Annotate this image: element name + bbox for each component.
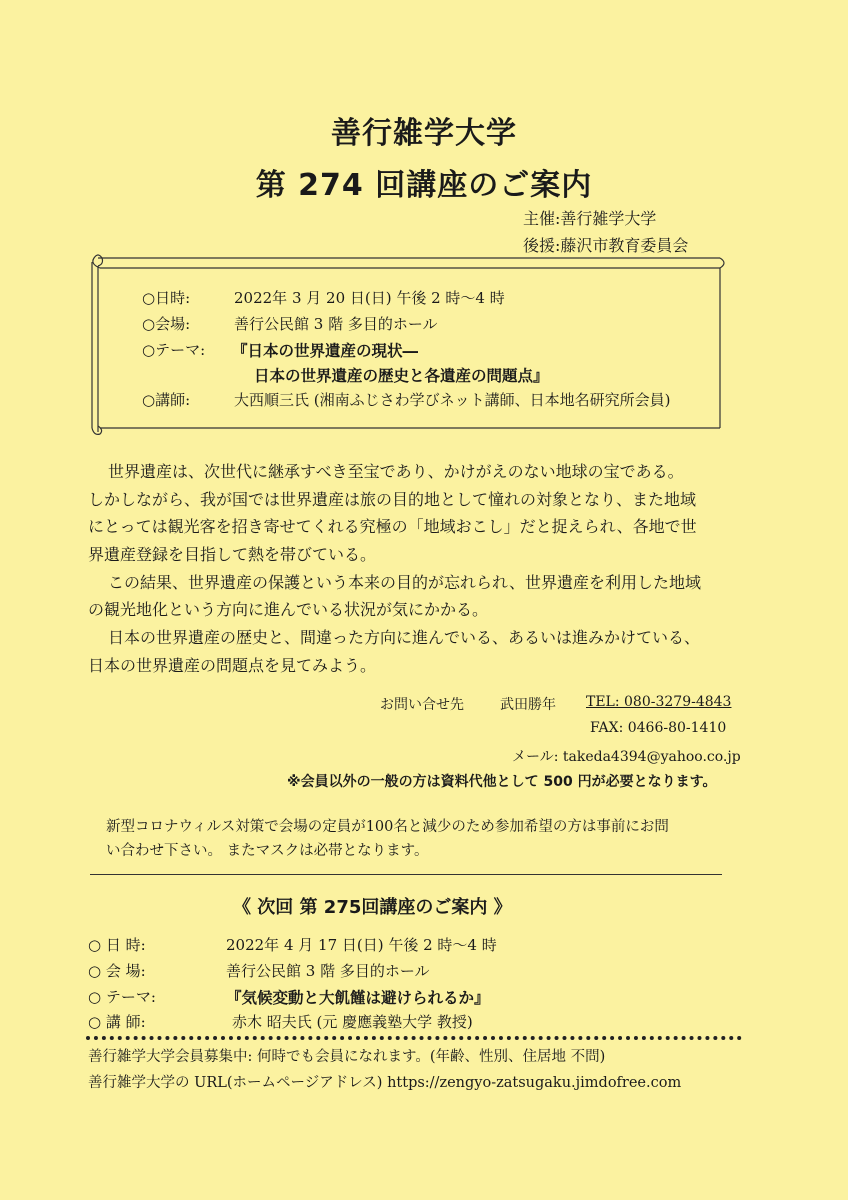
body-line: この結果、世界遺産の保護という本来の目的が忘れられ、世界遺産を利用した地域 <box>108 573 701 592</box>
body-line: しかしながら、我が国では世界遺産は旅の目的地として憧れの対象となり、また地域 <box>88 490 697 509</box>
event-venue-label: ○会場: <box>142 315 191 333</box>
event-theme-line2: 日本の世界遺産の歴史と各遺産の問題点』 <box>254 367 549 385</box>
body-line: 世界遺産は、次世代に継承すべき至宝であり、かけがえのない地球の宝である。 <box>108 462 684 481</box>
contact-tel: TEL: 080-3279-4843 <box>586 694 732 710</box>
covid-notice-line1: 新型コロナウィルス対策で会場の定員が100名と減少のため参加希望の方は事前にお問 <box>106 819 669 835</box>
event-theme-line1: 『日本の世界遺産の現状― <box>232 342 419 360</box>
event-date-value: 2022年 3 月 20 日(日) 午後 2 時～4 時 <box>234 289 505 307</box>
page-title: 善行雑学大学 <box>331 116 517 151</box>
page-subtitle: 第 274 回講座のご案内 <box>255 168 593 203</box>
next-date-value: 2022年 4 月 17 日(日) 午後 2 時～4 時 <box>226 936 497 954</box>
contact-fax: FAX: 0466-80-1410 <box>590 720 727 736</box>
fee-note: ※会員以外の一般の方は資料代他として 500 円が必要となります。 <box>287 774 717 790</box>
organizer: 主催:善行雑学大学 <box>523 209 657 228</box>
body-line: の観光地化という方向に進んでいる状況が気にかかる。 <box>88 600 489 619</box>
body-line: 日本の世界遺産の問題点を見てみよう。 <box>88 656 377 675</box>
next-speaker-value: 赤木 昭夫氏 (元 慶應義塾大学 教授) <box>232 1013 473 1031</box>
contact-mail: メール: takeda4394@yahoo.co.jp <box>512 749 741 765</box>
dotted-divider <box>86 1036 742 1040</box>
body-line: 日本の世界遺産の歴史と、間違った方向に進んでいる、あるいは進みかけている、 <box>108 628 701 647</box>
event-venue-value: 善行公民館 3 階 多目的ホール <box>234 315 438 333</box>
event-info-box <box>88 250 723 435</box>
membership-notice: 善行雑学大学会員募集中: 何時でも会員になれます。(年齢、性別、住居地 不問) <box>88 1049 606 1065</box>
next-theme-label: ○ テーマ: <box>88 988 156 1006</box>
divider <box>90 874 722 875</box>
covid-notice-line2: い合わせ下さい。 またマスクは必帯となります。 <box>106 843 429 859</box>
event-theme-label: ○テーマ: <box>142 341 206 359</box>
contact-label: お問い合せ先 <box>380 697 464 713</box>
event-date-label: ○日時: <box>142 289 191 307</box>
next-lecture-title: 《 次回 第 275回講座のご案内 》 <box>233 897 512 918</box>
sponsor: 後援:藤沢市教育委員会 <box>523 236 689 255</box>
next-date-label: ○ 日 時: <box>88 936 146 954</box>
next-venue-label: ○ 会 場: <box>88 962 146 980</box>
next-theme-value: 『気候変動と大飢饉は避けられるか』 <box>226 989 490 1007</box>
body-line: にとっては観光客を招き寄せてくれる究極の「地域おこし」だと捉えられ、各地で世 <box>88 517 697 536</box>
event-speaker-label: ○講師: <box>142 391 191 409</box>
contact-name: 武田勝年 <box>500 697 556 713</box>
website-url: 善行雑学大学の URL(ホームページアドレス) https://zengyo-zatsugaku.jimdofree.com <box>88 1075 682 1091</box>
body-line: 界遺産登録を目指して熱を帯びている。 <box>88 545 377 564</box>
event-speaker-value: 大西順三氏 (湘南ふじさわ学びネット講師、日本地名研究所会員) <box>234 391 671 409</box>
next-venue-value: 善行公民館 3 階 多目的ホール <box>226 962 430 980</box>
next-speaker-label: ○ 講 師: <box>88 1013 146 1031</box>
